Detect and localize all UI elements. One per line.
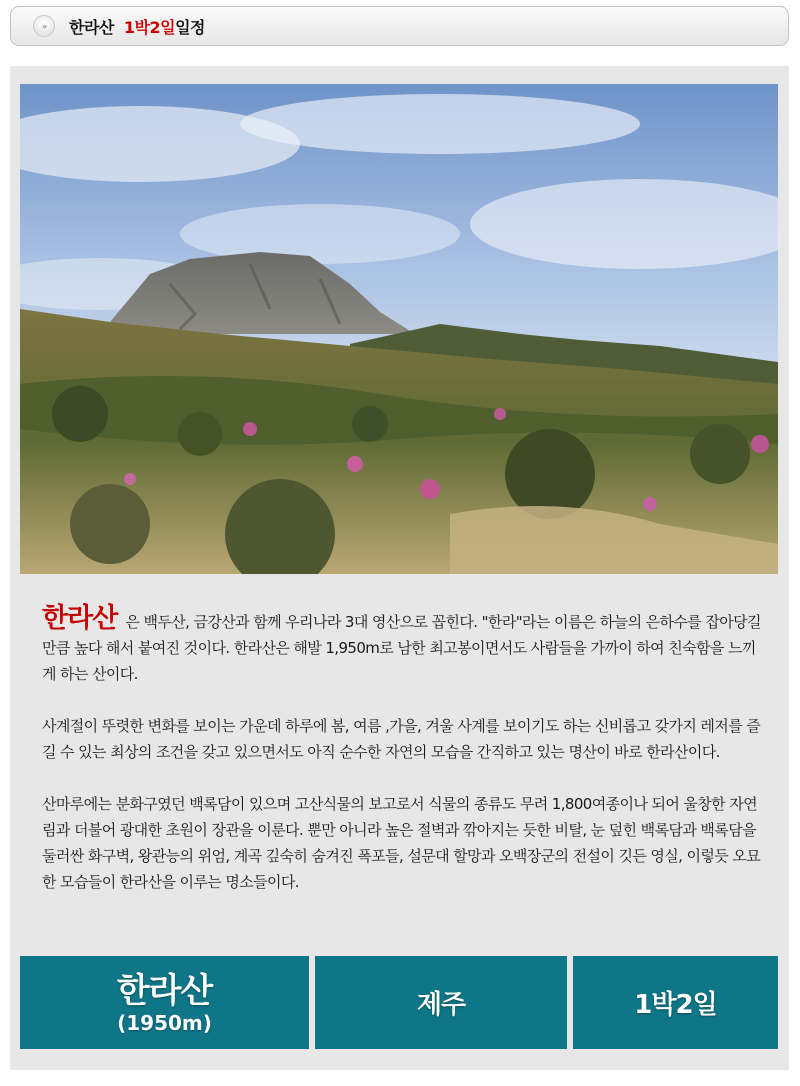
- double-chevron-icon: »: [33, 15, 55, 37]
- description-lead: 한라산: [42, 603, 118, 634]
- page-title: [69, 15, 205, 38]
- info-row: [20, 956, 778, 1049]
- mountain-landscape-photo: [20, 84, 778, 574]
- title-bar: [10, 6, 789, 46]
- description-paragraph-3: 산마루에는 분화구였던 백록담이 있으며 고산식물의 보고로서 식물의 종류도 무려 1,800여종이나 되어 울창한 자연림과 더불어 광대한 초원이 장관을 이룬다. 뿐만 아니라 높은 절벽과 깎아지는 듯한 비탈, 눈 덮힌 백록담과 백록담을 둘러싼 화구벽, 왕관능의 위엄, 계곡 깊숙히 숨겨진 폭포들, 설문대 할망과 오백장군의 전설이 깃든 영실, 이렇듯 오묘한 모습들이 한라산을 이루는 명소들이다.: [42, 795, 761, 891]
- title-accent: 1박2일: [123, 17, 176, 37]
- info-region-cell: [315, 956, 567, 1049]
- info-mountain-cell: [20, 956, 309, 1049]
- title-tail: 일정: [175, 17, 205, 37]
- info-duration-cell: [573, 956, 778, 1049]
- info-elevation: (1950m): [117, 1010, 212, 1035]
- photo-illustration: [20, 84, 778, 574]
- content-card: [10, 66, 789, 1070]
- info-region: 제주: [416, 990, 466, 1020]
- description-p1-text: 은 백두산, 금강산과 함께 우리나라 3대 영산으로 꼽힌다. "한라"라는 이름은 하늘의 은하수를 잡아당길 만큼 높다 해서 붙여진 것이다. 한라산은 해발 1,950m로 남한 최고봉이면서도 사람들을 가까이 하여 친숙함을 느끼게 하는 산이다.: [42, 613, 761, 683]
- info-duration: 1박2일: [634, 990, 717, 1020]
- description: [42, 603, 767, 921]
- info-mountain-name: 한라산: [116, 970, 213, 1011]
- description-paragraph-2: 사계절이 뚜렷한 변화를 보이는 가운데 하루에 봄, 여름 ,가을, 겨울 사계를 보이기도 하는 신비롭고 갖가지 레저를 즐길 수 있는 최상의 조건을 갖고 있으면서도 아직 순수한 자연의 모습을 간직하고 있는 명산이 바로 한라산이다.: [42, 717, 761, 761]
- title-main: 한라산: [69, 17, 114, 37]
- description-paragraph-1: [42, 603, 767, 687]
